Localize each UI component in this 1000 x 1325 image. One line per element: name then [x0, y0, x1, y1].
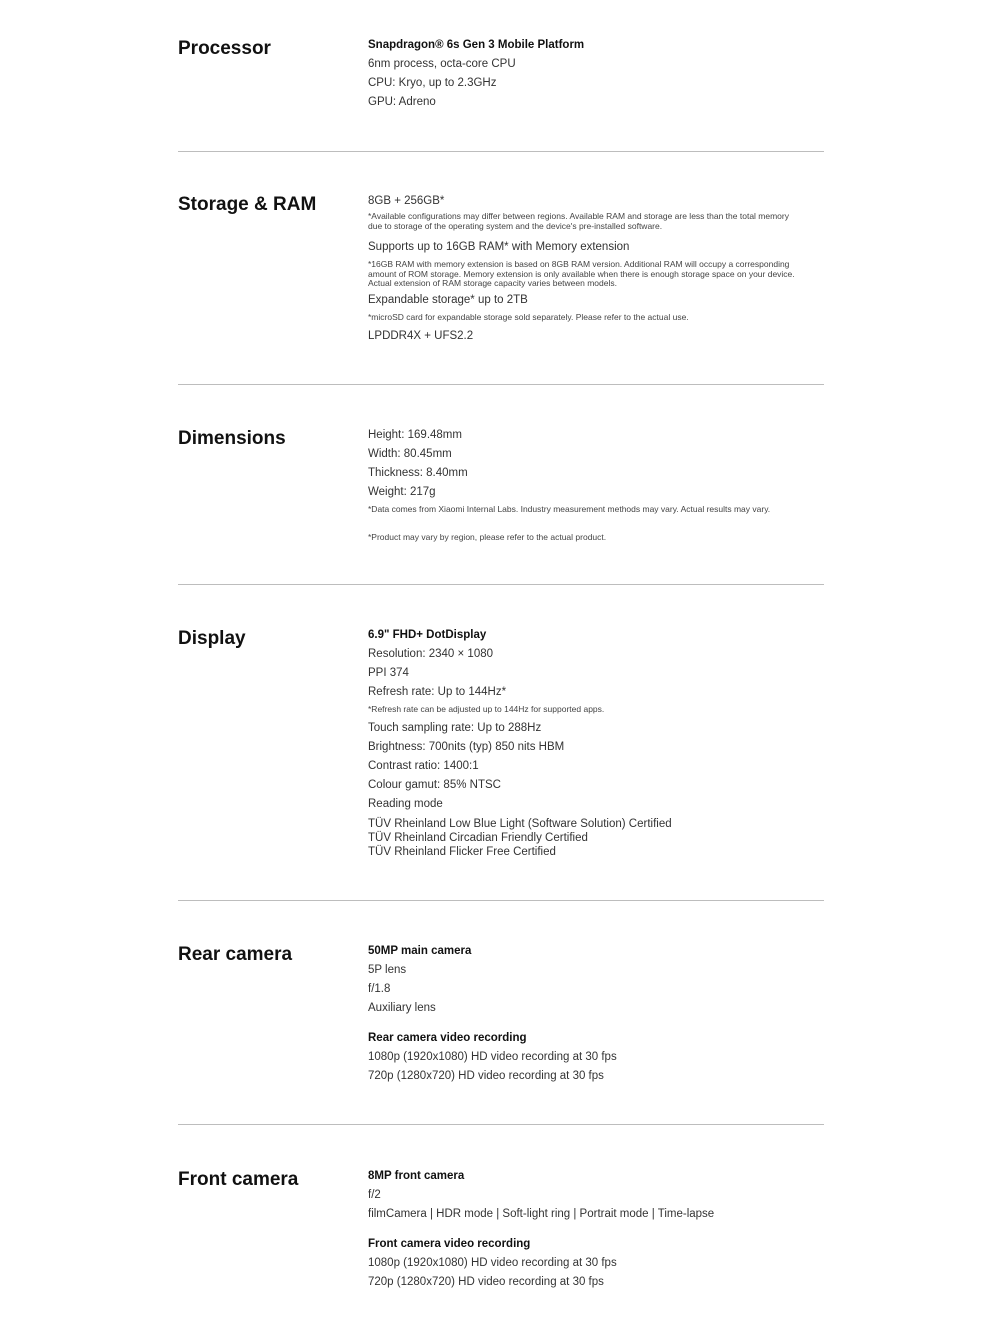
storage-title: Storage & RAM: [178, 194, 317, 215]
section-divider: [178, 151, 824, 152]
processor-process: 6nm process, octa-core CPU: [368, 58, 516, 70]
section-divider: [178, 584, 824, 585]
storage-expandable: Expandable storage* up to 2TB: [368, 294, 528, 306]
display-refresh-rate: Refresh rate: Up to 144Hz*: [368, 686, 507, 698]
storage-ram-footnote: *16GB RAM with memory extension is based on 8GB RAM version. Additional RAM will occupy a corresponding amount of ROM storage. Memory extension is only available when there is enough storage space on your device. Actual extension of RAM storage capacity varies between models.: [368, 259, 795, 288]
dimensions-footnote: *Data comes from Xiaomi Internal Labs. Industry measurement methods may vary. Actual results may vary.: [368, 504, 771, 514]
display-contrast: Contrast ratio: 1400:1: [368, 760, 479, 772]
rear-camera-main: 50MP main camera: [368, 945, 472, 957]
display-headline: 6.9" FHD+ DotDisplay: [368, 629, 487, 641]
dimensions-region-footnote: *Product may vary by region, please refer to the actual product.: [368, 532, 607, 542]
storage-ram-extension: Supports up to 16GB RAM* with Memory extension: [368, 241, 630, 253]
section-divider: [178, 384, 824, 385]
storage-memory-type: LPDDR4X + UFS2.2: [368, 330, 474, 342]
rear-camera-title: Rear camera: [178, 944, 293, 965]
storage-microsd-footnote: *microSD card for expandable storage sold separately. Please refer to the actual use.: [368, 312, 689, 322]
dimensions-width: Width: 80.45mm: [368, 448, 452, 460]
processor-cpu: CPU: Kryo, up to 2.3GHz: [368, 77, 497, 89]
rear-camera-video-720p: 720p (1280x720) HD video recording at 30 fps: [368, 1070, 604, 1082]
processor-title: Processor: [178, 38, 271, 59]
front-camera-features: filmCamera | HDR mode | Soft-light ring | Portrait mode | Time-lapse: [368, 1208, 715, 1220]
dimensions-weight: Weight: 217g: [368, 486, 436, 498]
rear-camera-lens: 5P lens: [368, 964, 407, 976]
display-resolution: Resolution: 2340 × 1080: [368, 648, 494, 660]
front-camera-video-1080p: 1080p (1920x1080) HD video recording at 30 fps: [368, 1257, 617, 1269]
dimensions-thickness: Thickness: 8.40mm: [368, 467, 468, 479]
display-cert-low-blue-light: TÜV Rheinland Low Blue Light (Software Solution) Certified: [368, 818, 672, 830]
dimensions-title: Dimensions: [178, 428, 286, 449]
front-camera-video-heading: Front camera video recording: [368, 1238, 531, 1250]
display-touch-sampling: Touch sampling rate: Up to 288Hz: [368, 722, 542, 734]
processor-gpu: GPU: Adreno: [368, 96, 436, 108]
dimensions-height: Height: 169.48mm: [368, 429, 462, 441]
display-brightness: Brightness: 700nits (typ) 850 nits HBM: [368, 741, 565, 753]
front-camera-title: Front camera: [178, 1169, 299, 1190]
storage-config: 8GB + 256GB*: [368, 195, 445, 207]
display-ppi: PPI 374: [368, 667, 409, 679]
processor-chip: Snapdragon® 6s Gen 3 Mobile Platform: [368, 39, 585, 51]
storage-footnote: *Available configurations may differ between regions. Available RAM and storage are less than the total memory due to storage of the operating system and the device's pre-installed software.: [368, 211, 789, 231]
display-refresh-footnote: *Refresh rate can be adjusted up to 144Hz for supported apps.: [368, 704, 605, 714]
rear-camera-video-1080p: 1080p (1920x1080) HD video recording at 30 fps: [368, 1051, 617, 1063]
section-divider: [178, 900, 824, 901]
display-reading-mode: Reading mode: [368, 798, 443, 810]
front-camera-video-720p: 720p (1280x720) HD video recording at 30 fps: [368, 1276, 604, 1288]
display-cert-flicker-free: TÜV Rheinland Flicker Free Certified: [368, 846, 556, 858]
front-camera-aperture: f/2: [368, 1189, 381, 1201]
section-divider: [178, 1124, 824, 1125]
display-cert-circadian: TÜV Rheinland Circadian Friendly Certified: [368, 832, 588, 844]
display-title: Display: [178, 628, 246, 649]
front-camera-main: 8MP front camera: [368, 1170, 465, 1182]
rear-camera-video-heading: Rear camera video recording: [368, 1032, 527, 1044]
rear-camera-auxiliary: Auxiliary lens: [368, 1002, 436, 1014]
display-colour-gamut: Colour gamut: 85% NTSC: [368, 779, 501, 791]
rear-camera-aperture: f/1.8: [368, 983, 391, 995]
